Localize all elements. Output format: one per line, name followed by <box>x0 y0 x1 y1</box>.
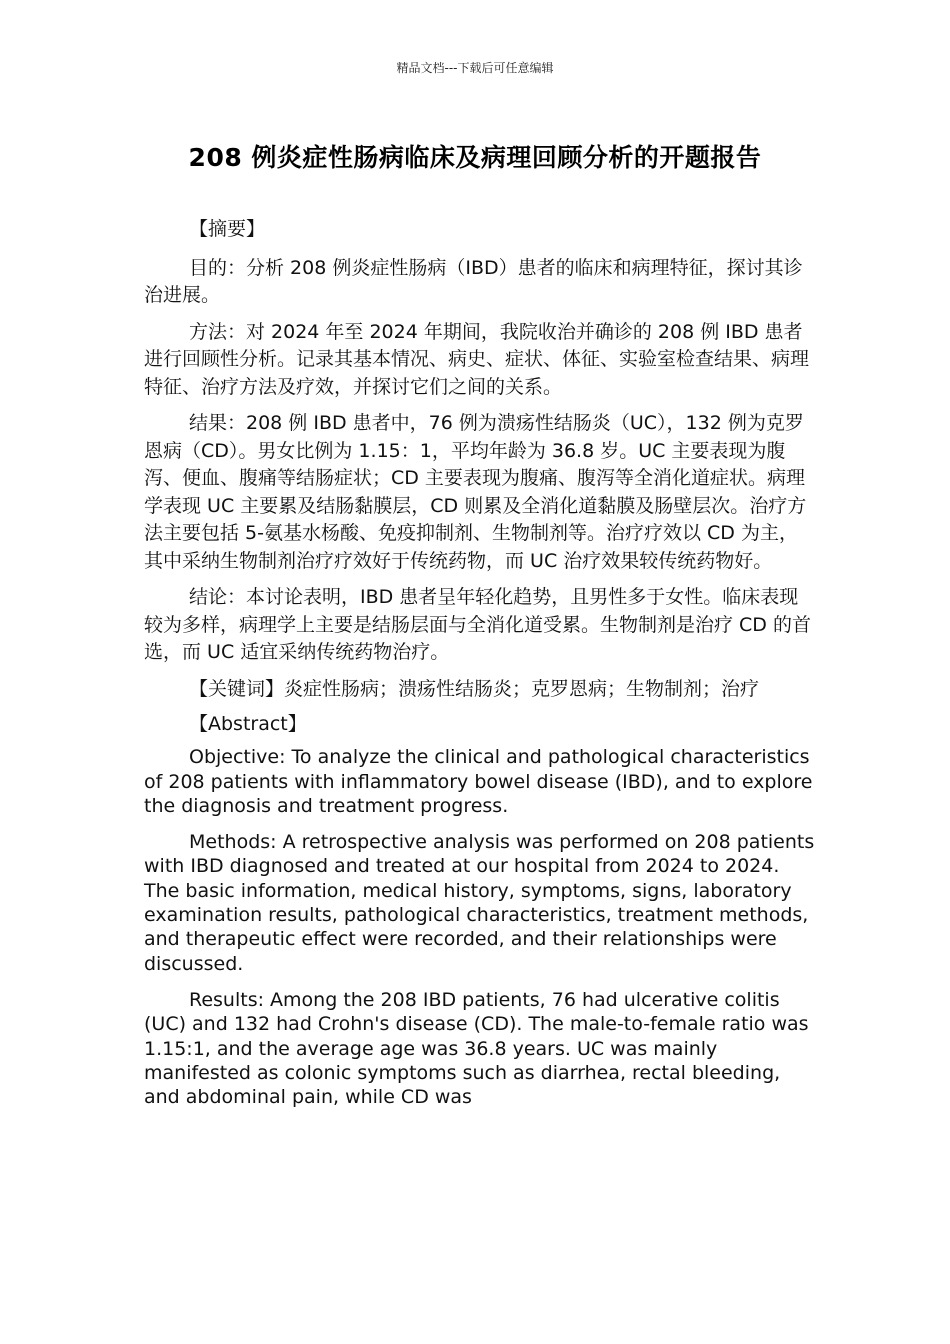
zh-objective-paragraph: 目的：分析 208 例炎症性肠病（IBD）患者的临床和病理特征，探讨其诊治进展。 <box>144 256 803 306</box>
zh-abstract-heading: 【摘要】 <box>189 218 266 240</box>
en-results-paragraph: Results: Among the 208 IBD patients, 76 had ulcerative colitis (UC) and 132 had Crohn's disease (CD). The male-to-female ratio was 1.15:1, and the average age was 36.8 years. UC was mainly manifested as colonic symptoms such as diarrhea, rectal bleeding, and abdominal pain, while CD was <box>144 988 809 1109</box>
page-header-note: 精品文档---下载后可任意编辑 <box>396 61 554 75</box>
document-body <box>144 216 816 1121</box>
zh-keywords-paragraph: 【关键词】炎症性肠病；溃疡性结肠炎；克罗恩病；生物制剂；治疗 <box>189 677 760 700</box>
zh-conclusion-paragraph: 结论：本讨论表明，IBD 患者呈年轻化趋势，且男性多于女性。临床表现较为多样，病理学上主要是结肠层面与全消化道受累。生物制剂是治疗 CD 的首选，而 UC 适宜采纳传统药物治疗。 <box>144 586 811 663</box>
zh-results-paragraph: 结果：208 例 IBD 患者中，76 例为溃疡性结肠炎（UC），132 例为克罗恩病（CD）。男女比例为 1.15：1，平均年龄为 36.8 岁。UC 主要表现为腹泻、便血、腹痛等结肠症状；CD 主要表现为腹痛、腹泻等全消化道症状。病理学表现 UC 主要累及结肠黏膜层，CD 则累及全消化道黏膜及肠壁层次。治疗方法主要包括 5-氨基水杨酸、免疫抑制剂、生物制剂等。治疗疗效以 CD 为主，其中采纳生物制剂治疗疗效好于传统药物，而 UC 治疗效果较传统药物好。 <box>144 412 807 572</box>
zh-methods-paragraph: 方法：对 2024 年至 2024 年期间，我院收治并确诊的 208 例 IBD 患者进行回顾性分析。记录其基本情况、病史、症状、体征、实验室检查结果、病理特征、治疗方法及疗效，并探讨它们之间的关系。 <box>144 320 810 398</box>
document-title: 208 例炎症性肠病临床及病理回顾分析的开题报告 <box>188 143 762 172</box>
en-abstract-heading: 【Abstract】 <box>189 713 307 735</box>
en-methods-paragraph: Methods: A retrospective analysis was performed on 208 patients with IBD diagnosed and treated at our hospital from 2024 to 2024. The basic information, medical history, symptoms, signs, laboratory examination results, pathological characteristics, treatment methods, and therapeutic effect were recorded, and their relationships were discussed. <box>144 831 815 975</box>
en-objective-paragraph: Objective: To analyze the clinical and pathological characteristics of 208 patients with inflammatory bowel disease (IBD), and to explore the diagnosis and treatment progress. <box>144 746 813 817</box>
